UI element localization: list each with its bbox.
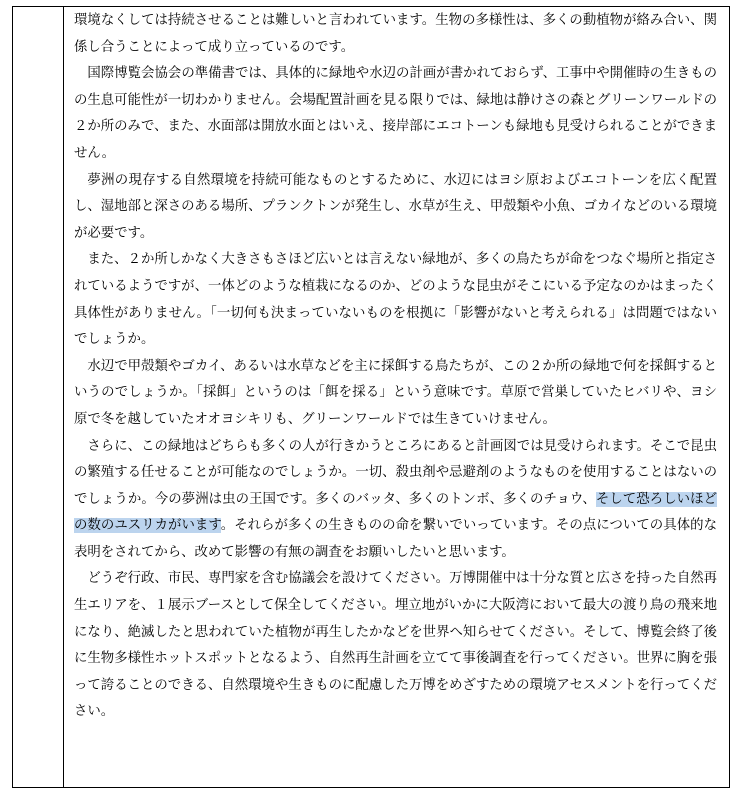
- paragraph-6-after: 。それらが多くの生きものの命を繋いでいっています。その点についての具体的な表明をされてから、改めて影響の有無の調査をお願いしたいと思います。: [74, 518, 717, 560]
- paragraph-4: また、２か所しかなく大きさもさほど広いとは言えない緑地が、多くの鳥たちが命をつなぐ場所と指定されているようですが、一体どのような植栽になるのか、どのような昆虫がそこにいる予定なのかはまったく具体性がありません。「一切何も決まっていないものを根拠に「影響がないと考えられる」は問題ではないでしょうか。: [74, 252, 717, 348]
- paragraph-3: 夢洲の現存する自然環境を持続可能なものとするために、水辺にはヨシ原およびエコトーンを広く配置し、湿地部と深さのある場所、プランクトンが発生し、水草が生え、甲殻類や小魚、ゴカイなどのいる環境が必要です。: [74, 172, 717, 241]
- paragraph-1: 環境なくしては持続させることは難しいと言われています。生物の多様性は、多くの動植物が絡み合い、関係し合うことによって成り立っているのです。: [74, 13, 717, 55]
- paragraph-6-before: さらに、この緑地はどちらも多くの人が行きかうところにあると計画図では見受けられます。そこで昆虫の繁殖する任せることが可能なのでしょうか。一切、殺虫剤や忌避剤のようなものを使用することはないのでしょうか。今の夢洲は虫の王国です。多くのバッタ、多くのトンボ、多くのチョウ、: [74, 438, 717, 507]
- paragraph-2: 国際博覧会協会の準備書では、具体的に緑地や水辺の計画が書かれておらず、工事中や開催時の生きものの生息可能性が一切わかりません。会場配置計画を見る限りでは、緑地は静けさの森とグリーンワールドの２か所のみで、また、水面部は開放水面とはいえ、接岸部にエコトーンも緑地も見受けられることができません。: [74, 66, 718, 161]
- paragraph-6[interactable]: [74, 434, 717, 567]
- paragraph-5: 水辺で甲殻類やゴカイ、あるいは水草などを主に採餌する鳥たちが、この２か所の緑地で何を採餌するというのでしょうか。「採餌」というのは「餌を採る」という意味です。草原で営巣していたヒバリや、ヨシ原で冬を越していたオオヨシキリも、グリーンワールドでは生きていけません。: [74, 358, 717, 427]
- paragraph-7: どうぞ行政、市民、専門家を含む協議会を設けてください。万博開催中は十分な質と広さを持った自然再生エリアを、１展示ブースとして保全してください。埋立地がいかに大阪湾において最大の渡り鳥の飛来地になり、絶滅したと思われていた植物が再生したかなどを世界へ知らせてください。そして、博覧会終了後に生物多様性ホットスポットとなるよう、自然再生計画を立てて事後調査を行ってください。世界に胸を張って誇ることのできる、自然環境や生きものに配慮した万博をめざすための環境アセスメントを行ってください。: [74, 571, 717, 720]
- content-cell: [64, 7, 729, 787]
- left-column-cell: [13, 7, 64, 787]
- document-table: [12, 6, 730, 788]
- selected-text-highlight[interactable]: そして恐ろしいほどの数のユスリカがいます: [74, 491, 718, 534]
